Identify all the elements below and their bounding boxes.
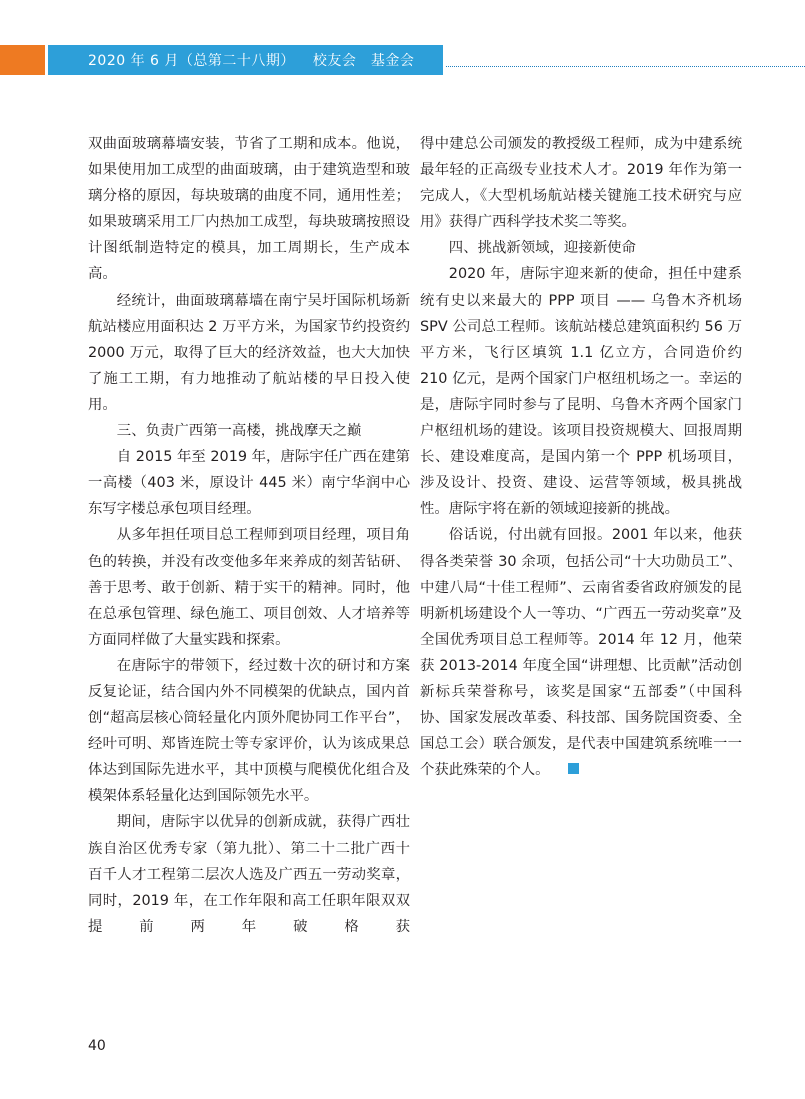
header-tab (0, 45, 45, 75)
header-section: 校友会 基金会 (312, 53, 415, 69)
paragraph: 期间，唐际宇以优异的创新成就，获得广西壮族自治区优秀专家（第九批）、第二十二批广西十百千人才工程第二层次人选及广西五一劳动奖章，同时，2019 年，在工作年限和高工任职年限双双提前两年破格获 (88, 814, 410, 935)
section-heading: 四、挑战新领域，迎接新使命 (448, 240, 636, 257)
section-heading: 三、负责广西第一高楼，挑战摩天之巅 (116, 423, 362, 440)
right-column (420, 131, 742, 783)
end-mark-icon (568, 763, 579, 774)
running-header (48, 45, 443, 75)
paragraph (420, 522, 742, 783)
paragraph: 经统计，曲面玻璃幕墙在南宁吴圩国际机场新航站楼应用面积达 2 万平方米，为国家节约投资约 2000 万元，取得了巨大的经济效益，也大大加快了施工工期，有力地推动了航站楼的早日投入使用。 (88, 292, 410, 413)
paragraph: 2020 年，唐际宇迎来新的使命，担任中建系统有史以来最大的 PPP 项目 —— 乌鲁木齐机场 SPV 公司总工程师。该航站楼总建筑面积约 56 万平方米，飞行区填筑 1.1 亿立方，合同造价约 210 亿元，是两个国家门户枢纽机场之一。幸运的是，唐际宇同时参与了昆明、乌鲁木齐两个国家门户枢纽机场的建设。该项目投资规模大、回报周期长、建设难度高，是国内第一个 PPP 机场项目，涉及设计、投资、建设、运营等领域，极具挑战性。唐际宇将在新的领域迎接新的挑战。 (420, 266, 742, 518)
paragraph: 在唐际宇的带领下，经过数十次的研讨和方案反复论证，结合国内外不同模架的优缺点，国内首创“超高层核心筒轻量化内顶外爬协同工作平台”，经叶可明、郑皆连院士等专家评价，认为该成果总体达到国际先进水平，其中顶模与爬模优化组合及模架体系轻量化达到国际领先水平。 (88, 657, 410, 805)
header-dotted-rule (446, 66, 805, 67)
paragraph: 得中建总公司颁发的教授级工程师，成为中建系统最年轻的正高级专业技术人才。2019 年作为第一完成人，《大型机场航站楼关键施工技术研究与应用》获得广西科学技术奖二等奖。 (420, 136, 742, 231)
header-issue: 2020 年 6 月（总第二十八期） (88, 53, 295, 69)
paragraph-text: 俗话说，付出就有回报。2001 年以来，他获得各类荣誉 30 余项，包括公司“十大功勋员工”、中建八局“十佳工程师”、云南省委省政府颁发的昆明新机场建设个人一等功、“广西五一劳动奖章”及全国优秀项目总工程师等。2014 年 12 月，他荣获 2013-2014 年度全国“讲理想、比贡献”活动创新标兵荣誉称号，该奖是国家“五部委”（中国科协、国家发展改革委、科技部、国务院国资委、全国总工会）联合颁发，是代表中国建筑系统唯一一个获此殊荣的个人。 (420, 527, 742, 779)
paragraph: 双曲面玻璃幕墙安装，节省了工期和成本。他说，如果使用加工成型的曲面玻璃，由于建筑造型和玻璃分格的原因，每块玻璃的曲度不同，通用性差；如果玻璃采用工厂内热加工成型，每块玻璃按照设计图纸制造特定的模具，加工周期长，生产成本高。 (88, 136, 410, 283)
page-number: 40 (88, 1038, 106, 1054)
left-column (88, 131, 410, 940)
paragraph: 从多年担任项目总工程师到项目经理，项目角色的转换，并没有改变他多年来养成的刻苦钻研、善于思考、敢于创新、精于实干的精神。同时，他在总承包管理、绿色施工、项目创效、人才培养等方面同样做了大量实践和探索。 (88, 527, 410, 648)
paragraph: 自 2015 年至 2019 年，唐际宇任广西在建第一高楼（403 米，原设计 445 米）南宁华润中心东写字楼总承包项目经理。 (88, 449, 410, 518)
